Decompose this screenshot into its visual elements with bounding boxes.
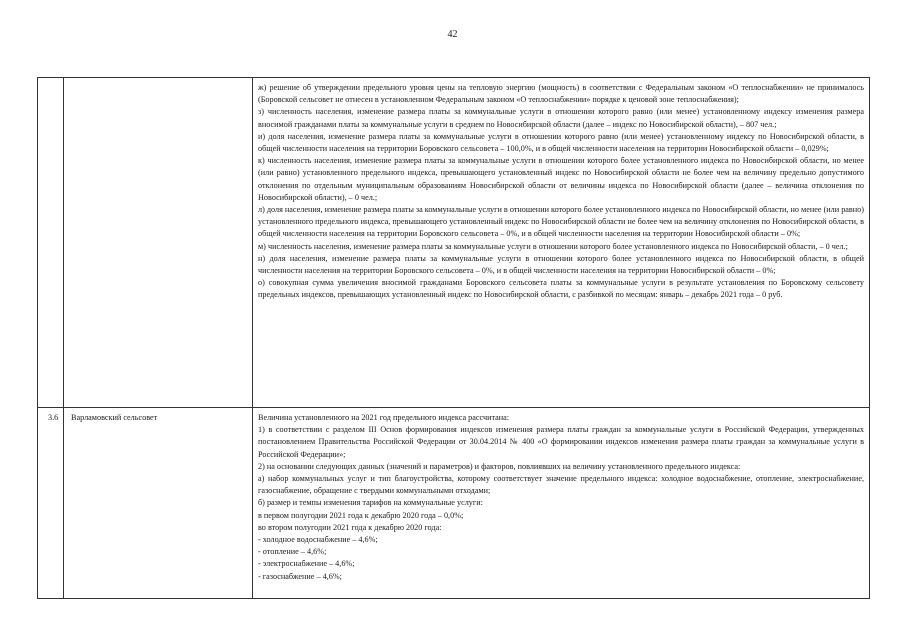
paragraph: во втором полугодии 2021 года к декабрю 2020 года: [258, 522, 442, 532]
paragraph: 1) в соответствии с разделом III Основ формирования индексов изменения размера платы граждан за коммунальные услуги в Российской Федерации, утвержденных постановлением Правительства Российской Федерации от 30.04.2014 № 400 «О формировании индексов изменения размера платы граждан за коммунальные услуги в Российской Федерации»; [258, 425, 864, 459]
paragraph: - электроснабжение – 4,6%; [258, 559, 355, 569]
table-row [38, 78, 870, 408]
paragraph: а) набор коммунальных услуг и тип благоустройства, которому соответствует значение предельного индекса: холодное водоснабжение, отопление, электроснабжение, газоснабжение, обращение с твердыми коммунальными отходами; [258, 474, 864, 496]
municipality-name: Варламовский сельсовет [71, 413, 158, 422]
paragraph: о) совокупная сумма увеличения вносимой гражданами Боровского сельсовета платы за коммунальные услуги в результате установления по Боровскому сельсовету предельных индексов, превышающих установленный индекс по Новосибирской области, с разбивкой по месяцам: январь – декабрь 2021 года – 0 руб. [258, 278, 864, 300]
paragraph: ж) решение об утверждении предельного уровня цены на тепловую энергию (мощность) в соответствии с Федеральным законом «О теплоснабжении» не принималось (Боровской сельсовет не отнесен в установленном Федеральным законом «О теплоснабжении» порядке к ценовой зоне теплоснабжения); [258, 83, 864, 105]
row-number [38, 78, 63, 82]
paragraph: л) доля населения, изменение размера платы за коммунальные услуги в отношении которого более установленного индекса по Новосибирской области, но менее (или равно) установленного предельного индекса, превышающего установленный индекс по Новосибирской области не более чем на величину отклонения по Новосибирской области, в общей численности населения на территории Боровского сельсовета – 0%, и в общей численности населения на территории Новосибирской области – 0%; [258, 205, 864, 239]
paragraph: - холодное водоснабжение – 4,6%; [258, 535, 378, 545]
page-number: 42 [447, 29, 458, 40]
row-number-cell [38, 78, 64, 408]
table-row [38, 408, 870, 599]
municipal-index-table [37, 77, 870, 599]
index-description-cell [253, 408, 870, 599]
paragraph: н) доля населения, изменение размера платы за коммунальные услуги в отношении которого более установленного индекса по Новосибирской области, в общей численности населения на территории Боровского сельсовета – 0%, и в общей численности населения на территории Новосибирской области – 0%; [258, 253, 864, 276]
paragraph: Величина установленного на 2021 год предельного индекса рассчитана: [258, 413, 510, 422]
paragraph: и) доля населения, изменение размера платы за коммунальные услуги в отношении которого равно (или менее) установленному индексу по Новосибирской области, в общей численности населения на территории Боровского сельсовета – 100,0%, и в общей численности населения на территории Новосибирской области – 0,029%; [258, 131, 864, 154]
paragraph: в первом полугодии 2021 года к декабрю 2020 года – 0,0%; [258, 510, 464, 520]
paragraph: з) численность населения, изменение размера платы за коммунальные услуги в отношении которого равно (или менее) установленному индексу изменения размера вносимой гражданами платы за коммунальные услуги в среднем по Новосибирской области (далее – индекс по Новосибирской области), – 807 чел.; [258, 107, 864, 129]
municipality-name-cell [64, 408, 253, 599]
paragraph: - отопление – 4,6%; [258, 547, 327, 557]
paragraph: к) численность населения, изменение размера платы за коммунальные услуги в отношении которого более установленного индекса по Новосибирской области, но менее (или равно) установленного предельного индекса, превышающего установленный индекс по Новосибирской области не более чем на величину предельно допустимого отклонения по отдельным муниципальным образованиям Новосибирской области от величины индекса по Новосибирской области (далее – величина отклонения по Новосибирской области), – 0 чел.; [258, 156, 864, 202]
index-description-cell [253, 78, 870, 408]
paragraph: 2) на основании следующих данных (значений и параметров) и факторов, повлиявших на величину установленного предельного индекса: [258, 461, 741, 471]
municipality-name-cell [64, 78, 253, 408]
paragraph: - газоснабжение – 4,6%; [258, 571, 342, 581]
paragraph: м) численность населения, изменение размера платы за коммунальные услуги в отношении которого более установленного индекса по Новосибирской области, – 0 чел.; [258, 241, 848, 251]
row-number-cell [38, 408, 64, 599]
municipality-name [64, 78, 252, 82]
row-number: 3.6 [48, 413, 59, 422]
paragraph: б) размер и темпы изменения тарифов на коммунальные услуги: [258, 498, 483, 508]
